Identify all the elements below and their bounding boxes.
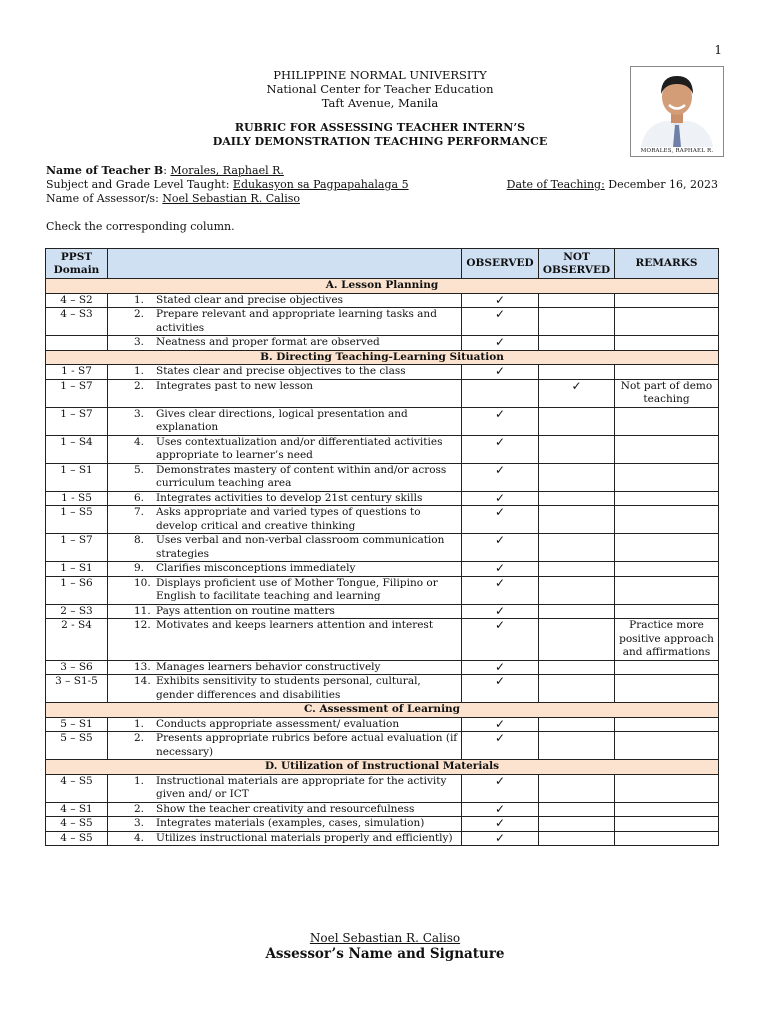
not-observed-checkmark-cell: [539, 802, 615, 817]
ppst-domain-cell: 1 - S7: [46, 365, 108, 380]
criterion-item: [110, 775, 459, 802]
observed-checkmark-cell: ✓: [462, 817, 539, 832]
header-not-observed: NOT OBSERVED: [539, 249, 615, 279]
criterion-cell: [108, 732, 462, 760]
criterion-item: [110, 661, 459, 675]
criterion-cell: [108, 463, 462, 491]
criterion-item: [110, 732, 459, 759]
assessor-signature-name: Noel Sebastian R. Caliso: [309, 931, 461, 945]
section-header-row: [46, 703, 719, 718]
subject-value: Edukasyon sa Pagpapahalaga 5: [232, 178, 409, 191]
ppst-domain-cell: 4 – S5: [46, 831, 108, 846]
teacher-photo: [630, 66, 724, 157]
criterion-number: 14.: [134, 675, 151, 687]
remarks-cell: [615, 732, 719, 760]
table-row: [46, 817, 719, 832]
header-criteria: [108, 249, 462, 279]
section-title: B. Directing Teaching-Learning Situation: [46, 350, 719, 365]
criterion-item: [110, 380, 459, 394]
criterion-item: [110, 534, 459, 561]
table-row: [46, 562, 719, 577]
criterion-number: 1.: [134, 293, 145, 306]
table-row: [46, 435, 719, 463]
observed-checkmark-cell: ✓: [462, 308, 539, 336]
criterion-text: Motivates and keeps learners attention and interest: [156, 619, 434, 631]
not-observed-checkmark-cell: [539, 506, 615, 534]
criterion-number: 2.: [134, 308, 145, 320]
header-observed: OBSERVED: [462, 249, 539, 279]
not-observed-checkmark-cell: [539, 407, 615, 435]
criterion-item: [110, 619, 459, 633]
criterion-item: [110, 718, 459, 732]
section-header-row: [46, 760, 719, 775]
criterion-text: Displays proficient use of Mother Tongue, Filipino or English to facilitate teaching and learning: [156, 576, 438, 602]
criterion-text: Integrates activities to develop 21st century skills: [156, 491, 423, 504]
criterion-item: [110, 803, 459, 817]
criterion-number: 8.: [134, 534, 145, 546]
table-row: [46, 293, 719, 308]
signature-block: [200, 931, 570, 962]
criterion-cell: [108, 379, 462, 407]
ppst-domain-cell: 4 – S5: [46, 774, 108, 802]
remarks-cell: Practice more positive approach and affirmations: [615, 619, 719, 661]
table-row: [46, 717, 719, 732]
not-observed-checkmark-cell: [539, 293, 615, 308]
remarks-cell: [615, 293, 719, 308]
criterion-cell: [108, 576, 462, 604]
criterion-number: 1.: [134, 717, 145, 730]
criterion-item: [110, 365, 459, 379]
criterion-number: 4.: [134, 435, 145, 448]
criterion-text: Uses verbal and non-verbal classroom communication strategies: [156, 534, 445, 560]
criterion-text: Integrates past to new lesson: [156, 379, 314, 392]
criterion-cell: [108, 308, 462, 336]
not-observed-checkmark-cell: [539, 336, 615, 351]
observed-checkmark-cell: ✓: [462, 660, 539, 675]
table-row: [46, 675, 719, 703]
section-title: D. Utilization of Instructional Materials: [46, 760, 719, 775]
not-observed-checkmark-cell: [539, 717, 615, 732]
criterion-item: [110, 464, 459, 491]
criterion-cell: [108, 717, 462, 732]
observed-checkmark-cell: ✓: [462, 562, 539, 577]
criterion-text: Presents appropriate rubrics before actual evaluation (if necessary): [156, 732, 458, 758]
observed-checkmark-cell: ✓: [462, 491, 539, 506]
criterion-number: 4.: [134, 831, 145, 844]
criterion-text: Instructional materials are appropriate for the activity given and/ or ICT: [156, 774, 447, 800]
subject-line: [46, 178, 409, 192]
observed-checkmark-cell: ✓: [462, 534, 539, 562]
table-row: [46, 463, 719, 491]
teacher-label: Name of Teacher B: [46, 164, 164, 177]
remarks-cell: [615, 534, 719, 562]
table-row: [46, 491, 719, 506]
criterion-text: Pays attention on routine matters: [156, 604, 335, 617]
criterion-text: Show the teacher creativity and resourcefulness: [156, 802, 415, 815]
remarks-cell: [615, 675, 719, 703]
criterion-text: Stated clear and precise objectives: [156, 293, 343, 306]
document-header: [180, 68, 580, 149]
criterion-item: [110, 436, 459, 463]
title-line-1: RUBRIC FOR ASSESSING TEACHER INTERN’S: [234, 121, 526, 134]
remarks-cell: [615, 336, 719, 351]
criterion-text: States clear and precise objectives to the class: [156, 365, 406, 377]
rubric-table: [45, 248, 719, 846]
assessor-label: Name of Assessor/s:: [46, 192, 163, 205]
criterion-cell: [108, 491, 462, 506]
criterion-cell: [108, 562, 462, 577]
observed-checkmark-cell: ✓: [462, 365, 539, 380]
observed-checkmark-cell: ✓: [462, 463, 539, 491]
title-line-2: DAILY DEMONSTRATION TEACHING PERFORMANCE: [212, 135, 548, 148]
criterion-cell: [108, 619, 462, 661]
table-row: [46, 604, 719, 619]
ppst-domain-cell: 2 – S3: [46, 604, 108, 619]
teacher-name-line: [46, 164, 284, 178]
criterion-cell: [108, 336, 462, 351]
remarks-cell: [615, 604, 719, 619]
section-title: A. Lesson Planning: [46, 279, 719, 294]
criterion-number: 6.: [134, 491, 145, 504]
observed-checkmark-cell: ✓: [462, 407, 539, 435]
criterion-item: [110, 408, 459, 435]
criterion-item: [110, 675, 459, 702]
criterion-text: Prepare relevant and appropriate learning tasks and activities: [156, 308, 437, 334]
table-row: [46, 534, 719, 562]
criterion-cell: [108, 802, 462, 817]
not-observed-checkmark-cell: [539, 534, 615, 562]
criterion-number: 1.: [134, 774, 145, 787]
table-row: [46, 619, 719, 661]
observed-checkmark-cell: ✓: [462, 831, 539, 846]
criterion-number: 9.: [134, 562, 145, 574]
criterion-number: 11.: [134, 604, 151, 617]
table-row: [46, 831, 719, 846]
table-row: [46, 732, 719, 760]
criterion-cell: [108, 831, 462, 846]
criterion-text: Utilizes instructional materials properly and efficiently): [156, 831, 453, 844]
ppst-domain-cell: [46, 336, 108, 351]
criterion-cell: [108, 293, 462, 308]
date-line: [507, 178, 718, 191]
criterion-text: Neatness and proper format are observed: [156, 336, 380, 348]
ppst-domain-cell: 2 - S4: [46, 619, 108, 661]
criterion-cell: [108, 675, 462, 703]
ppst-domain-cell: 1 – S7: [46, 407, 108, 435]
observed-checkmark-cell: ✓: [462, 506, 539, 534]
criterion-number: 5.: [134, 463, 145, 476]
section-header-row: [46, 350, 719, 365]
table-row: [46, 802, 719, 817]
observed-checkmark-cell: ✓: [462, 435, 539, 463]
remarks-cell: [615, 506, 719, 534]
remarks-cell: [615, 365, 719, 380]
remarks-cell: [615, 660, 719, 675]
ppst-domain-cell: 3 – S6: [46, 660, 108, 675]
teacher-name-value: Morales, Raphael R.: [170, 164, 284, 177]
criterion-text: Uses contextualization and/or differentiated activities appropriate to learner’s need: [156, 435, 443, 461]
subject-label: Subject and Grade Level Taught:: [46, 178, 233, 191]
criterion-number: 7.: [134, 506, 145, 518]
criterion-text: Clarifies misconceptions immediately: [156, 562, 356, 574]
criterion-item: [110, 577, 459, 604]
remarks-cell: [615, 831, 719, 846]
remarks-cell: [615, 802, 719, 817]
criterion-number: 10.: [134, 576, 151, 589]
remarks-cell: [615, 817, 719, 832]
not-observed-checkmark-cell: [539, 619, 615, 661]
remarks-cell: [615, 562, 719, 577]
observed-checkmark-cell: ✓: [462, 336, 539, 351]
table-row: [46, 660, 719, 675]
remarks-cell: [615, 435, 719, 463]
table-row: [46, 774, 719, 802]
criterion-item: [110, 336, 459, 350]
criterion-cell: [108, 660, 462, 675]
criterion-item: [110, 492, 459, 506]
ppst-domain-cell: 1 – S1: [46, 463, 108, 491]
observed-checkmark-cell: ✓: [462, 576, 539, 604]
criterion-cell: [108, 774, 462, 802]
criterion-number: 2.: [134, 802, 145, 815]
observed-checkmark-cell: [462, 379, 539, 407]
table-header-row: [46, 249, 719, 279]
criterion-cell: [108, 407, 462, 435]
criterion-item: [110, 832, 459, 846]
criterion-item: [110, 562, 459, 576]
not-observed-checkmark-cell: [539, 604, 615, 619]
table-row: [46, 506, 719, 534]
observed-checkmark-cell: ✓: [462, 293, 539, 308]
ppst-domain-cell: 1 – S7: [46, 534, 108, 562]
criterion-text: Demonstrates mastery of content within and/or across curriculum teaching area: [156, 463, 447, 489]
center-name: National Center for Teacher Education: [266, 82, 494, 96]
ppst-domain-cell: 4 – S5: [46, 817, 108, 832]
table-row: [46, 379, 719, 407]
remarks-cell: [615, 407, 719, 435]
ppst-domain-cell: 4 – S1: [46, 802, 108, 817]
criterion-cell: [108, 365, 462, 380]
criterion-text: Asks appropriate and varied types of questions to develop critical and creative thinking: [156, 506, 421, 532]
criterion-item: [110, 817, 459, 831]
instruction-text: Check the corresponding column.: [46, 220, 235, 233]
criterion-number: 3.: [134, 817, 145, 829]
date-value: December 16, 2023: [604, 178, 718, 191]
criterion-number: 3.: [134, 407, 145, 420]
ppst-domain-cell: 4 – S3: [46, 308, 108, 336]
page-number: 1: [714, 43, 722, 57]
table-row: [46, 308, 719, 336]
remarks-cell: [615, 463, 719, 491]
not-observed-checkmark-cell: [539, 831, 615, 846]
ppst-domain-cell: 3 – S1-5: [46, 675, 108, 703]
criterion-text: Gives clear directions, logical presentation and explanation: [156, 407, 408, 433]
date-label: Date of Teaching:: [506, 178, 605, 191]
criterion-number: 3.: [134, 336, 145, 348]
not-observed-checkmark-cell: [539, 562, 615, 577]
signature-title: Assessor’s Name and Signature: [265, 946, 505, 962]
not-observed-checkmark-cell: [539, 576, 615, 604]
criterion-number: 2.: [134, 732, 145, 744]
rubric-body: [46, 279, 719, 846]
section-header-row: [46, 279, 719, 294]
criterion-item: [110, 294, 459, 308]
assessor-line: [46, 192, 300, 206]
ppst-domain-cell: 1 – S7: [46, 379, 108, 407]
teacher-colon: :: [163, 164, 171, 177]
ppst-domain-cell: 1 - S5: [46, 491, 108, 506]
header-ppst-domain: PPST Domain: [46, 249, 108, 279]
ppst-domain-cell: 4 – S2: [46, 293, 108, 308]
ppst-domain-cell: 1 – S5: [46, 506, 108, 534]
not-observed-checkmark-cell: [539, 660, 615, 675]
remarks-cell: [615, 491, 719, 506]
observed-checkmark-cell: ✓: [462, 717, 539, 732]
not-observed-checkmark-cell: ✓: [539, 379, 615, 407]
table-row: [46, 576, 719, 604]
portrait-image: [631, 67, 723, 147]
observed-checkmark-cell: ✓: [462, 774, 539, 802]
criterion-cell: [108, 506, 462, 534]
table-row: [46, 407, 719, 435]
criterion-number: 12.: [134, 619, 151, 631]
table-row: [46, 336, 719, 351]
address: Taft Avenue, Manila: [321, 96, 439, 110]
header-remarks: REMARKS: [615, 249, 719, 279]
ppst-domain-cell: 1 – S4: [46, 435, 108, 463]
ppst-domain-cell: 5 – S5: [46, 732, 108, 760]
not-observed-checkmark-cell: [539, 491, 615, 506]
remarks-cell: [615, 774, 719, 802]
assessor-value: Noel Sebastian R. Caliso: [162, 192, 300, 205]
criterion-item: [110, 308, 459, 335]
ppst-domain-cell: 5 – S1: [46, 717, 108, 732]
criterion-number: 1.: [134, 365, 145, 377]
criterion-cell: [108, 534, 462, 562]
not-observed-checkmark-cell: [539, 365, 615, 380]
criterion-cell: [108, 435, 462, 463]
not-observed-checkmark-cell: [539, 308, 615, 336]
criterion-cell: [108, 604, 462, 619]
photo-caption: MORALES, RAPHAEL R.: [640, 148, 714, 154]
section-title: C. Assessment of Learning: [46, 703, 719, 718]
not-observed-checkmark-cell: [539, 732, 615, 760]
criterion-text: Integrates materials (examples, cases, simulation): [156, 817, 425, 829]
observed-checkmark-cell: ✓: [462, 732, 539, 760]
ppst-domain-cell: 1 – S1: [46, 562, 108, 577]
observed-checkmark-cell: ✓: [462, 604, 539, 619]
table-row: [46, 365, 719, 380]
not-observed-checkmark-cell: [539, 463, 615, 491]
observed-checkmark-cell: ✓: [462, 802, 539, 817]
ppst-domain-cell: 1 – S6: [46, 576, 108, 604]
criterion-number: 13.: [134, 660, 151, 673]
remarks-cell: [615, 717, 719, 732]
university-name: PHILIPPINE NORMAL UNIVERSITY: [273, 68, 487, 82]
criterion-cell: [108, 817, 462, 832]
criterion-number: 2.: [134, 379, 145, 392]
observed-checkmark-cell: ✓: [462, 675, 539, 703]
remarks-cell: [615, 308, 719, 336]
criterion-text: Exhibits sensitivity to students personal, cultural, gender differences and disabilities: [156, 675, 421, 701]
remarks-cell: [615, 576, 719, 604]
criterion-text: Manages learners behavior constructively: [156, 660, 381, 673]
not-observed-checkmark-cell: [539, 675, 615, 703]
not-observed-checkmark-cell: [539, 435, 615, 463]
criterion-item: [110, 506, 459, 533]
not-observed-checkmark-cell: [539, 817, 615, 832]
criterion-text: Conducts appropriate assessment/ evaluation: [156, 717, 400, 730]
not-observed-checkmark-cell: [539, 774, 615, 802]
remarks-cell: Not part of demo teaching: [615, 379, 719, 407]
criterion-item: [110, 605, 459, 619]
observed-checkmark-cell: ✓: [462, 619, 539, 661]
